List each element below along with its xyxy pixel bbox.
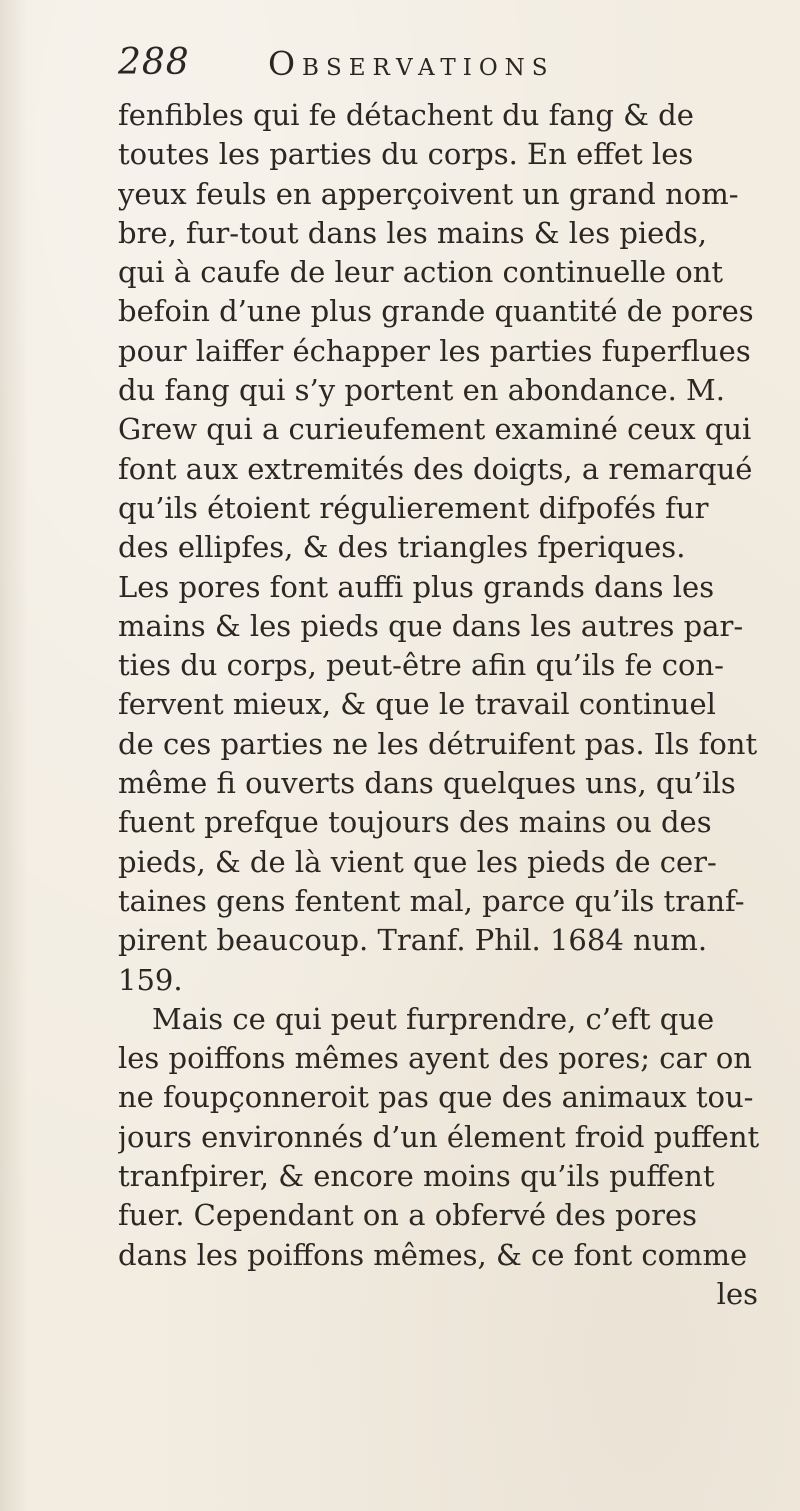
text-line: même fi ouverts dans quelques uns, qu’ils [118,766,736,801]
text-line: de ces parties ne les détruifent pas. Ils font [118,726,758,761]
text-line: ne foupçonneroit pas que des animaux tou- [118,1080,754,1115]
text-line: dans les poiffons mêmes, & ce font comme [118,1237,748,1272]
text-line: font aux extremités des doigts, a remarqué [118,451,753,486]
text-line: ties du corps, peut-être afin qu’ils fe con- [118,648,724,683]
text-line: pieds, & de là vient que les pieds de cer- [118,844,717,879]
text-line: Les pores font auffi plus grands dans les [118,569,715,604]
catchword: les [716,1276,758,1311]
text-line: yeux feuls en apperçoivent un grand nom- [118,176,739,211]
text-line: fervent mieux, & que le travail continuel [118,687,716,722]
text-line: pirent beaucoup. Tranf. Phil. 1684 num. [118,923,708,958]
text-line: taines gens fentent mal, parce qu’ils tranf- [118,883,745,918]
text-line: jours environnés d’un élement froid puffent [118,1119,760,1154]
text-line: pour laiffer échapper les parties fuperflues [118,333,751,368]
text-line: des ellipfes, & des triangles fperiques. [118,530,686,565]
text-line: mains & les pieds que dans les autres par- [118,608,744,643]
body-text [118,96,778,1314]
page-gutter-shadow [0,0,28,1511]
text-line: fuent prefque toujours des mains ou des [118,805,712,840]
text-line: Grew qui a curieufement examiné ceux qui [118,412,752,447]
text-line: tranfpirer, & encore moins qu’ils puffent [118,1159,715,1194]
text-line: les poiffons mêmes ayent des pores; car on [118,1041,752,1076]
text-line: befoin d’une plus grande quantité de pores [118,294,754,329]
page-header [118,40,678,90]
paragraph-start-line: Mais ce qui peut furprendre, c’eft que [152,1001,715,1036]
page-number: 288 [118,42,190,83]
text-line: fuer. Cependant on a obfervé des pores [118,1198,698,1233]
text-line: fenfibles qui fe détachent du fang & de [118,98,694,132]
text-line: 159. [118,962,183,997]
text-line: qui à caufe de leur action continuelle ont [118,255,724,290]
text-line: du fang qui s’y portent en abondance. M. [118,373,725,408]
running-head-title: Observations [268,44,555,83]
text-line: qu’ils étoient régulierement difpofés fur [118,490,709,525]
text-line: toutes les parties du corps. En effet les [118,137,694,172]
text-line: bre, fur-tout dans les mains & les pieds, [118,215,708,250]
